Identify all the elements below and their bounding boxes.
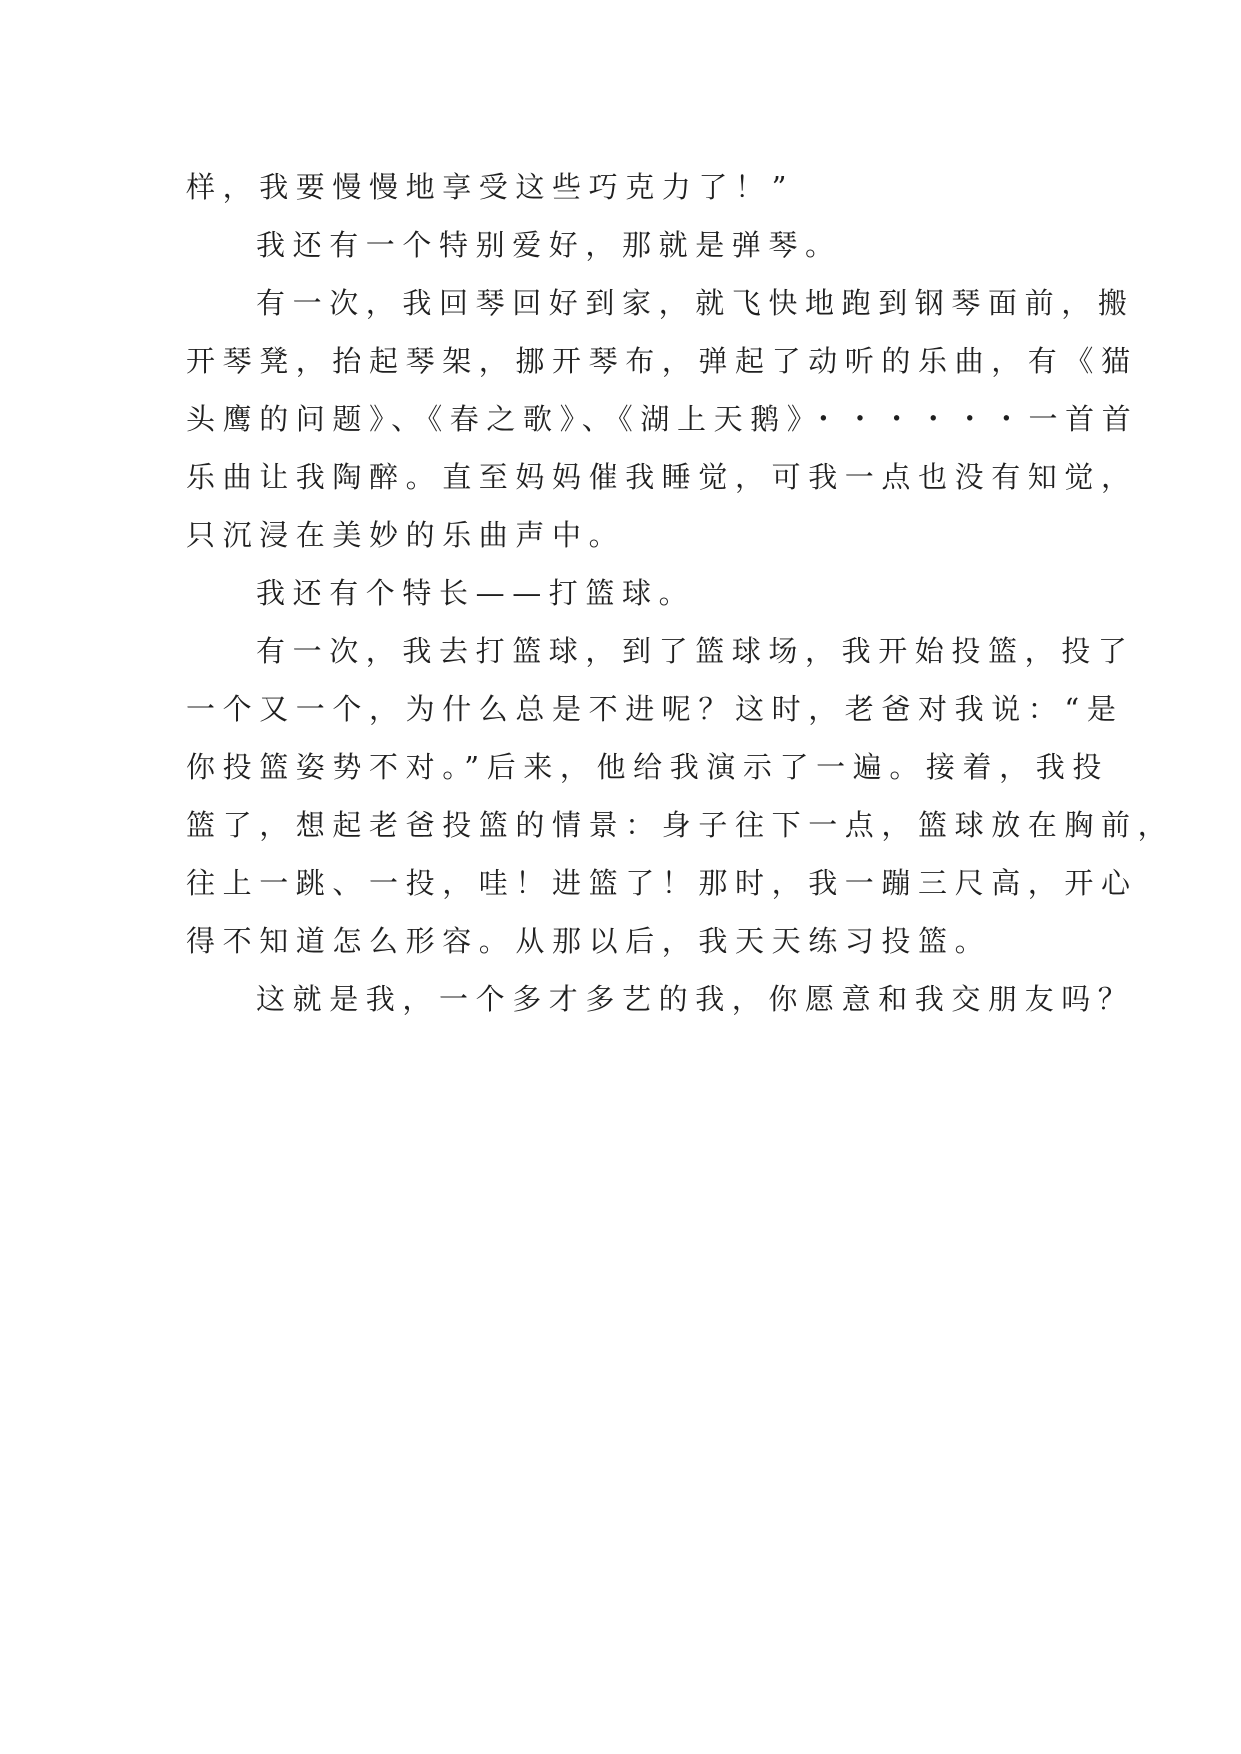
text-line: 篮了，想起老爸投篮的情景：身子往下一点，篮球放在胸前， (186, 808, 1175, 842)
text-line: 有一次，我去打篮球，到了篮球场，我开始投篮，投了 (256, 634, 1135, 668)
text-line: 我还有个特长——打篮球。 (256, 576, 696, 610)
document-body (186, 158, 1175, 1028)
text-line: 开琴凳，抬起琴架，挪开琴布，弹起了动听的乐曲，有《猫 (186, 344, 1138, 378)
paragraph-basketball-story (186, 622, 1175, 970)
text-line: 有一次，我回琴回好到家，就飞快地跑到钢琴面前，搬 (256, 286, 1135, 320)
paragraph-basketball-skill (186, 564, 1066, 622)
text-line: 我还有一个特别爱好，那就是弹琴。 (256, 228, 842, 262)
text-line: 乐曲让我陶醉。直至妈妈催我睡觉，可我一点也没有知觉， (186, 460, 1138, 494)
text-line: 你投篮姿势不对。”后来，他给我演示了一遍。接着，我投 (186, 750, 1109, 784)
text-line: 样，我要慢慢地享受这些巧克力了！” (186, 170, 795, 204)
paragraph-conclusion (186, 970, 1135, 1028)
text-line: 往上一跳、一投，哇！进篮了！那时，我一蹦三尺高，开心 (186, 866, 1138, 900)
paragraph-piano-story (186, 274, 1139, 564)
text-line: 一个又一个，为什么总是不进呢？这时，老爸对我说：“是 (186, 692, 1124, 726)
text-line: 得不知道怎么形容。从那以后，我天天练习投篮。 (186, 924, 992, 958)
paragraph-chocolate-ending (186, 158, 1066, 216)
text-line: 只沉浸在美妙的乐曲声中。 (186, 518, 626, 552)
text-line: 这就是我，一个多才多艺的我，你愿意和我交朋友吗？ (256, 982, 1135, 1016)
paragraph-piano-hobby (186, 216, 1066, 274)
text-line: 头鹰的问题》、《春之歌》、《湖上天鹅》・・・・・・一首首 (186, 402, 1139, 436)
